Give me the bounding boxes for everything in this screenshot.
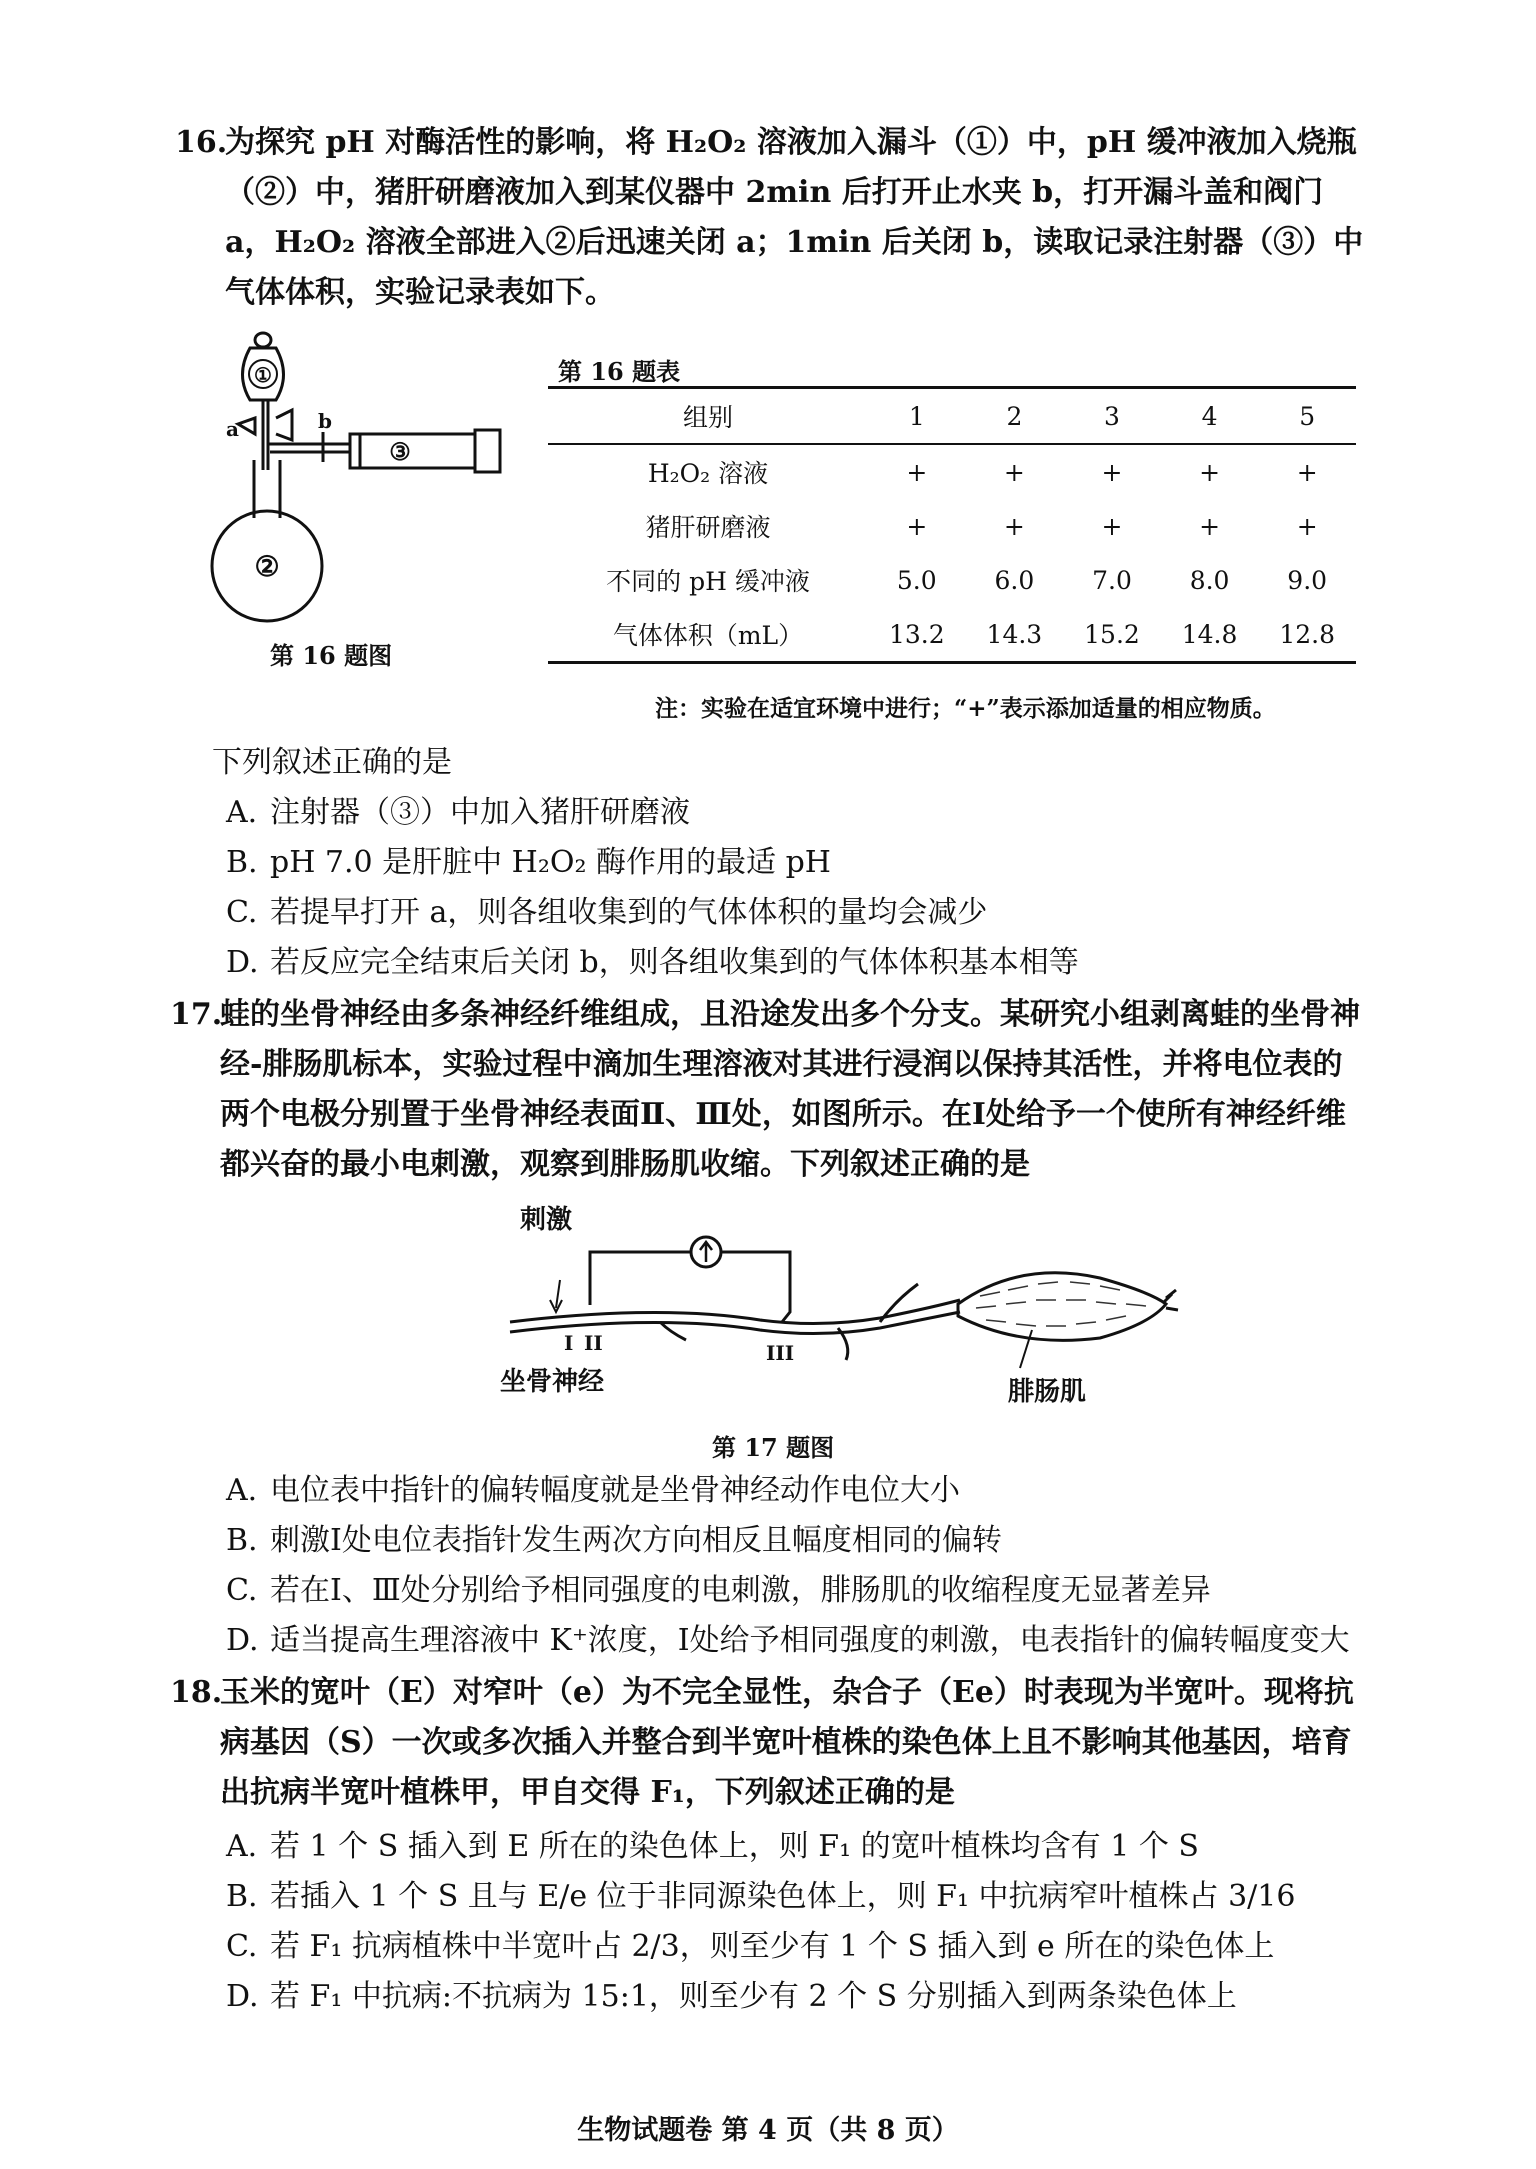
question-18-options [226, 1822, 1295, 2022]
question-number: 16. [175, 125, 228, 160]
table-cell: 12.8 [1258, 607, 1356, 663]
option-text: 刺激Ⅰ处电位表指针发生两次方向相反且幅度相同的偏转 [270, 1523, 1002, 1558]
question-stem: 蛙的坐骨神经由多条神经纤维组成，且沿途发出多个分支。某研究小组剥离蛙的坐骨神经-腓肠肌标本，实验过程中滴加生理溶液对其进行浸润以保持其活性，并将电位表的两个电极分别置于坐骨神经表面Ⅱ、Ⅲ处，如图所示。在Ⅰ处给予一个使所有神经纤维都兴奋的最小电刺激，观察到腓肠肌收缩。下列叙述正确的是 [220, 997, 1360, 1182]
nerve-muscle-figure [460, 1200, 1180, 1415]
funnel-label: ① [254, 363, 272, 387]
table-header-cell: 2 [966, 388, 1064, 445]
table-cell: 15.2 [1063, 607, 1161, 663]
table-cell: + [906, 511, 928, 541]
table-row [548, 444, 1356, 499]
table-row [548, 499, 1356, 553]
option-b [226, 1516, 1350, 1566]
table-cell: + [1101, 511, 1123, 541]
option-letter: A. [226, 795, 258, 830]
nerve-label: 坐骨神经 [500, 1367, 605, 1397]
table-row [548, 553, 1356, 607]
table-header-cell: 5 [1258, 388, 1356, 445]
question-18 [170, 1668, 1370, 1818]
table-cell: + [1199, 511, 1221, 541]
option-b [226, 838, 1079, 888]
option-c [226, 1566, 1350, 1616]
table-header-cell: 3 [1063, 388, 1161, 445]
table-header-cell: 组别 [548, 388, 868, 445]
table-cell: 14.8 [1161, 607, 1259, 663]
table-cell: 9.0 [1287, 565, 1328, 595]
syringe-label: ③ [389, 437, 411, 466]
question-stem: 玉米的宽叶（E）对窄叶（e）为不完全显性，杂合子（Ee）时表现为半宽叶。现将抗病基因（S）一次或多次插入并整合到半宽叶植株的染色体上且不影响其他基因，培育出抗病半宽叶植株甲，甲自交得 F₁，下列叙述正确的是 [220, 1675, 1354, 1810]
stimulus-label: 刺激 [520, 1205, 573, 1235]
option-text: 若插入 1 个 S 且与 E/e 位于非同源染色体上，则 F₁ 中抗病窄叶植株占 3/16 [270, 1879, 1296, 1914]
option-a [226, 1822, 1295, 1872]
results-table [548, 386, 1356, 664]
table-header-row [548, 388, 1356, 445]
figure-17-caption: 第 17 题图 [712, 1433, 835, 1462]
table-cell: 猪肝研磨液 [645, 513, 771, 542]
option-letter: D. [226, 945, 259, 980]
table-cell: + [1101, 457, 1123, 487]
table-cell: + [1199, 457, 1221, 487]
page-footer: 生物试题卷 第 4 页（共 8 页） [577, 2115, 959, 2146]
option-text: 若 F₁ 抗病植株中半宽叶占 2/3，则至少有 1 个 S 插入到 e 所在的染色体上 [270, 1929, 1275, 1964]
option-letter: A. [226, 1473, 258, 1508]
question-17 [170, 990, 1370, 1190]
question-16-options [212, 738, 1079, 988]
table-cell: + [906, 457, 928, 487]
option-letter: C. [226, 1573, 258, 1608]
table-header-cell: 1 [868, 388, 966, 445]
option-a [226, 788, 1079, 838]
figure-16-caption: 第 16 题图 [270, 641, 393, 670]
table-cell: + [1003, 511, 1025, 541]
option-text: 注射器（③）中加入猪肝研磨液 [270, 795, 690, 830]
table-row [548, 607, 1356, 663]
table-cell: + [1296, 511, 1318, 541]
option-c [226, 1922, 1295, 1972]
question-17-options [226, 1466, 1350, 1666]
valve-a-label: a [226, 417, 239, 441]
question-prompt: 下列叙述正确的是 [212, 745, 452, 780]
point-3-label: III [766, 1341, 795, 1365]
option-d [226, 1972, 1295, 2022]
point-2-label: II [584, 1331, 603, 1355]
table-cell: 7.0 [1092, 565, 1132, 595]
table-16-caption: 第 16 题表 [558, 357, 681, 386]
question-number: 17. [170, 997, 223, 1032]
option-letter: B. [226, 845, 258, 880]
option-text: 若在Ⅰ、Ⅲ处分别给予相同强度的电刺激，腓肠肌的收缩程度无显著差异 [270, 1573, 1211, 1608]
option-text: 若 F₁ 中抗病:不抗病为 15:1，则至少有 2 个 S 分别插入到两条染色体上 [270, 1979, 1237, 2014]
option-text: 若 1 个 S 插入到 E 所在的染色体上，则 F₁ 的宽叶植株均含有 1 个 S [270, 1829, 1199, 1864]
apparatus-figure [210, 330, 510, 630]
table-cell: 13.2 [868, 607, 966, 663]
table-cell: 不同的 pH 缓冲液 [606, 567, 810, 596]
option-letter: B. [226, 1523, 258, 1558]
option-text: 电位表中指针的偏转幅度就是坐骨神经动作电位大小 [270, 1473, 960, 1508]
table-cell: H₂O₂ 溶液 [647, 459, 769, 488]
option-letter: C. [226, 895, 258, 930]
option-text: 若提早打开 a，则各组收集到的气体体积的量均会减少 [270, 895, 988, 930]
question-stem: 为探究 pH 对酶活性的影响，将 H₂O₂ 溶液加入漏斗（①）中，pH 缓冲液加入烧瓶（②）中，猪肝研磨液加入到某仪器中 2min 后打开止水夹 b，打开漏斗盖和阀门 a，H₂O₂ 溶液全部进入②后迅速关闭 a；1min 后关闭 b，读取记录注射器（③）中气体体积，实验记录表如下。 [225, 125, 1364, 310]
option-text: 若反应完全结束后关闭 b，则各组收集到的气体体积基本相等 [270, 945, 1079, 980]
option-letter: C. [226, 1929, 258, 1964]
table-header-cell: 4 [1161, 388, 1259, 445]
option-b [226, 1872, 1295, 1922]
muscle-label: 腓肠肌 [1008, 1377, 1087, 1407]
clamp-b-label: b [318, 409, 332, 433]
table-note: 注：实验在适宜环境中进行；“+”表示添加适量的相应物质。 [655, 695, 1276, 722]
table-cell: 14.3 [966, 607, 1064, 663]
table-cell: 气体体积（mL） [548, 607, 868, 663]
option-letter: D. [226, 1979, 259, 2014]
table-cell: 5.0 [896, 565, 937, 595]
option-letter: B. [226, 1879, 258, 1914]
flask-label: ② [254, 550, 280, 583]
option-text: 适当提高生理溶液中 K⁺浓度，Ⅰ处给予相同强度的刺激，电表指针的偏转幅度变大 [270, 1623, 1350, 1658]
option-text: pH 7.0 是肝脏中 H₂O₂ 酶作用的最适 pH [270, 845, 831, 880]
question-16 [175, 118, 1375, 318]
table-cell: + [1296, 457, 1318, 487]
option-a [226, 1466, 1350, 1516]
table-cell: 8.0 [1189, 565, 1230, 595]
option-d [226, 1616, 1350, 1666]
option-letter: A. [226, 1829, 258, 1864]
option-c [226, 888, 1079, 938]
question-number: 18. [170, 1675, 223, 1710]
option-letter: D. [226, 1623, 259, 1658]
option-d [226, 938, 1079, 988]
point-1-label: I [564, 1331, 574, 1355]
table-cell: + [1003, 457, 1025, 487]
table-cell: 6.0 [994, 565, 1035, 595]
